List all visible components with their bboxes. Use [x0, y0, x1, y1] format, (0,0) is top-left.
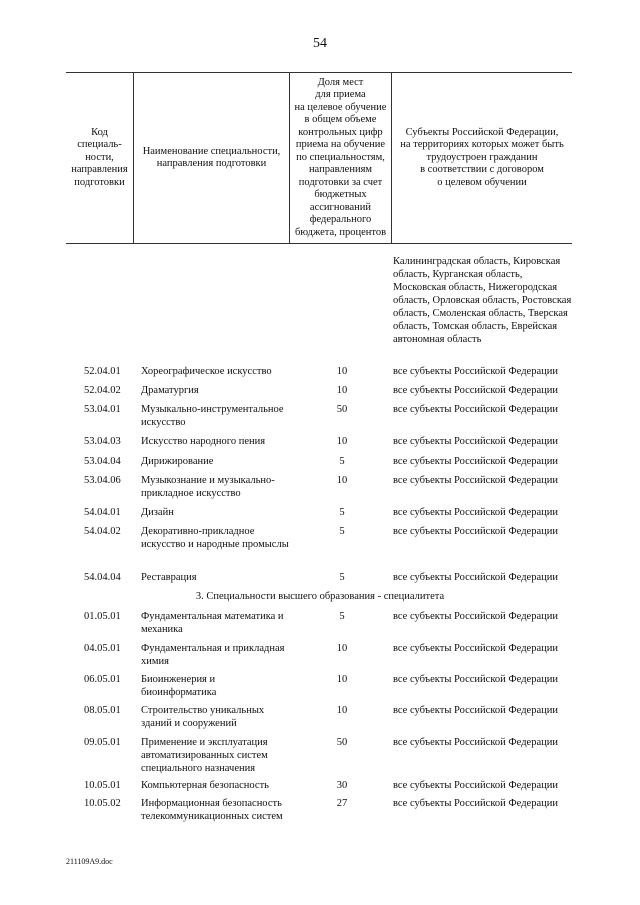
- row-subjects: все субъекты Российской Федерации: [393, 798, 558, 809]
- row-code: 04.05.01: [84, 643, 121, 654]
- row-code: 53.04.04: [84, 456, 121, 467]
- row-subjects: все субъекты Российской Федерации: [393, 780, 558, 791]
- row-name: Музыкально-инструментальное искусство: [141, 404, 284, 428]
- row-subjects: все субъекты Российской Федерации: [393, 611, 558, 622]
- row-code: 10.05.01: [84, 780, 121, 791]
- row-share: 10: [336, 643, 348, 654]
- row-subjects: все субъекты Российской Федерации: [393, 507, 558, 518]
- row-subjects: все субъекты Российской Федерации: [393, 475, 558, 486]
- row-share: 50: [336, 404, 348, 415]
- row-subjects: все субъекты Российской Федерации: [393, 643, 558, 654]
- row-share: 10: [336, 366, 348, 377]
- row-name: Фундаментальная математика и механика: [141, 611, 284, 635]
- row-share: 10: [336, 705, 348, 716]
- row-subjects: все субъекты Российской Федерации: [393, 456, 558, 467]
- row-code: 53.04.06: [84, 475, 121, 486]
- row-code: 53.04.03: [84, 436, 121, 447]
- header-code: Код специаль- ности, направления подготовки: [71, 126, 128, 188]
- row-subjects: все субъекты Российской Федерации: [393, 674, 558, 685]
- row-share: 10: [336, 475, 348, 486]
- row-subjects: все субъекты Российской Федерации: [393, 366, 558, 377]
- row-name: Декоративно-прикладное искусство и народные промыслы: [141, 526, 289, 550]
- row-share: 5: [339, 456, 345, 467]
- row-subjects: все субъекты Российской Федерации: [393, 705, 558, 716]
- row-name: Музыкознание и музыкально-прикладное искусство: [141, 475, 275, 499]
- page-number: 54: [313, 36, 327, 51]
- row-name: Дизайн: [141, 507, 174, 518]
- row-share: 10: [336, 436, 348, 447]
- row-name: Драматургия: [141, 385, 199, 396]
- row-share: 27: [336, 798, 348, 809]
- section-heading: 3. Специальности высшего образования - специалитета: [195, 591, 445, 602]
- row-subjects: все субъекты Российской Федерации: [393, 572, 558, 583]
- row-name: Компьютерная безопасность: [141, 780, 269, 791]
- row-name: Хореографическое искусство: [141, 366, 272, 377]
- row-code: 52.04.01: [84, 366, 121, 377]
- row-name: Информационная безопасность телекоммуникационных систем: [141, 798, 283, 822]
- row-subjects: все субъекты Российской Федерации: [393, 526, 558, 537]
- row-share: 10: [336, 385, 348, 396]
- footer-filename: 211109A9.doc: [66, 857, 113, 866]
- row-code: 54.04.01: [84, 507, 121, 518]
- continued-subjects: Калининградская область, Кировская область, Курганская область, Московская область, Нижегородская область, Орловская область, Ростовская область, Смоленская область, Тверская область, Томская область, Еврейская автономная область: [393, 256, 572, 345]
- row-code: 09.05.01: [84, 737, 121, 748]
- row-name: Биоинженерия и биоинформатика: [141, 674, 217, 698]
- header-subjects: Субъекты Российской Федерации, на территориях которых может быть трудоустроен гражданин в соответствии с договором о целевом обучении: [400, 126, 564, 188]
- row-code: 54.04.04: [84, 572, 121, 583]
- row-share: 5: [339, 526, 345, 537]
- row-subjects: все субъекты Российской Федерации: [393, 404, 558, 415]
- row-share: 5: [339, 572, 345, 583]
- row-name: Искусство народного пения: [141, 436, 266, 447]
- row-share: 10: [336, 674, 348, 685]
- row-code: 08.05.01: [84, 705, 121, 716]
- row-share: 50: [336, 737, 348, 748]
- header-share: Доля мест для приема на целевое обучение в общем объеме контрольных цифр приема на обучение по специальностям, направлениям подготовки за счет бюджетных ассигнований федерального бюджета, процентов: [294, 76, 387, 238]
- row-subjects: все субъекты Российской Федерации: [393, 436, 558, 447]
- header-name: Наименование специальности, направления подготовки: [142, 145, 281, 169]
- row-subjects: все субъекты Российской Федерации: [393, 737, 558, 748]
- row-share: 5: [339, 507, 345, 518]
- row-name: Реставрация: [141, 572, 197, 583]
- row-code: 10.05.02: [84, 798, 121, 809]
- row-code: 52.04.02: [84, 385, 121, 396]
- row-name: Строительство уникальных зданий и сооружений: [141, 705, 265, 729]
- row-code: 01.05.01: [84, 611, 121, 622]
- row-name: Применение и эксплуатация автоматизированных систем специального назначения: [141, 737, 268, 774]
- row-share: 5: [339, 611, 345, 622]
- row-code: 06.05.01: [84, 674, 121, 685]
- row-share: 30: [336, 780, 348, 791]
- row-name: Дирижирование: [141, 456, 214, 467]
- row-code: 53.04.01: [84, 404, 121, 415]
- table-header: [66, 72, 572, 244]
- row-code: 54.04.02: [84, 526, 121, 537]
- row-subjects: все субъекты Российской Федерации: [393, 385, 558, 396]
- row-name: Фундаментальная и прикладная химия: [141, 643, 285, 667]
